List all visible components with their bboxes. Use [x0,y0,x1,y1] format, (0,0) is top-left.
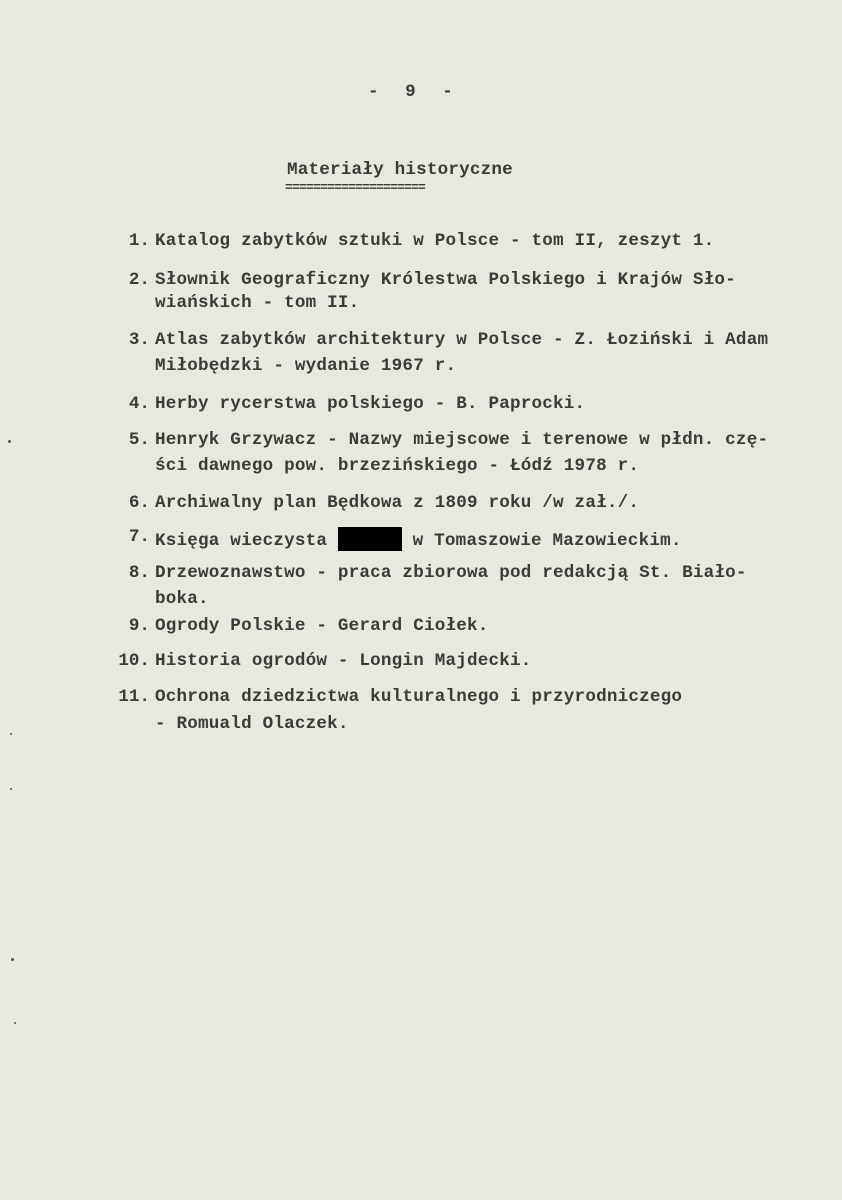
item-text: Drzewoznawstwo - praca zbiorowa pod redakcją St. Biało- [155,563,747,583]
item-number: 3. [128,330,150,350]
item-text: boka. [155,589,209,609]
redaction-block [338,527,402,551]
item-text: Herby rycerstwa polskiego - B. Paprocki. [155,394,586,414]
item-number: 10. [118,651,150,671]
item-number: 1. [128,231,150,251]
item-number: 5. [128,430,150,450]
page-title: Materiały historyczne [287,160,513,180]
item-number: 11. [118,687,150,707]
item-text: Słownik Geograficzny Królestwa Polskiego i Krajów Sło- [155,270,736,290]
item-text: Atlas zabytków architektury w Polsce - Z. Łoziński i Adam [155,330,769,350]
item-text: Katalog zabytków sztuki w Polsce - tom II, zeszyt 1. [155,231,715,251]
scan-speck [11,958,14,961]
item-number: 2. [128,270,150,290]
item-number: 7. [128,527,150,547]
item-text-before: Księga wieczysta [155,531,338,551]
item-text: Archiwalny plan Będkowa z 1809 roku /w zał./. [155,493,640,513]
title-underline: ==================== [285,180,426,195]
item-number: 4. [128,394,150,414]
item-text: ści dawnego pow. brzezińskiego - Łódź 1978 r. [155,456,640,476]
item-text: Historia ogrodów - Longin Majdecki. [155,651,532,671]
page-number: - 9 - [368,82,461,102]
item-text-after: w Tomaszowie Mazowieckim. [401,531,682,551]
item-number: 6. [128,493,150,513]
item-text: Ochrona dziedzictwa kulturalnego i przyrodniczego [155,687,683,707]
item-number: 9. [128,616,150,636]
item-number: 8. [128,563,150,583]
scan-speck [10,788,12,790]
item-text: Henryk Grzywacz - Nazwy miejscowe i terenowe w płdn. czę- [155,430,769,450]
item-text: Miłobędzki - wydanie 1967 r. [155,356,457,376]
item-text: - Romuald Olaczek. [155,714,349,734]
item-text: Ogrody Polskie - Gerard Ciołek. [155,616,489,636]
item-text: wiańskich - tom II. [155,293,360,313]
scan-speck [10,733,12,735]
scan-speck [8,440,11,443]
scan-speck [14,1022,16,1024]
item-text [155,527,682,551]
